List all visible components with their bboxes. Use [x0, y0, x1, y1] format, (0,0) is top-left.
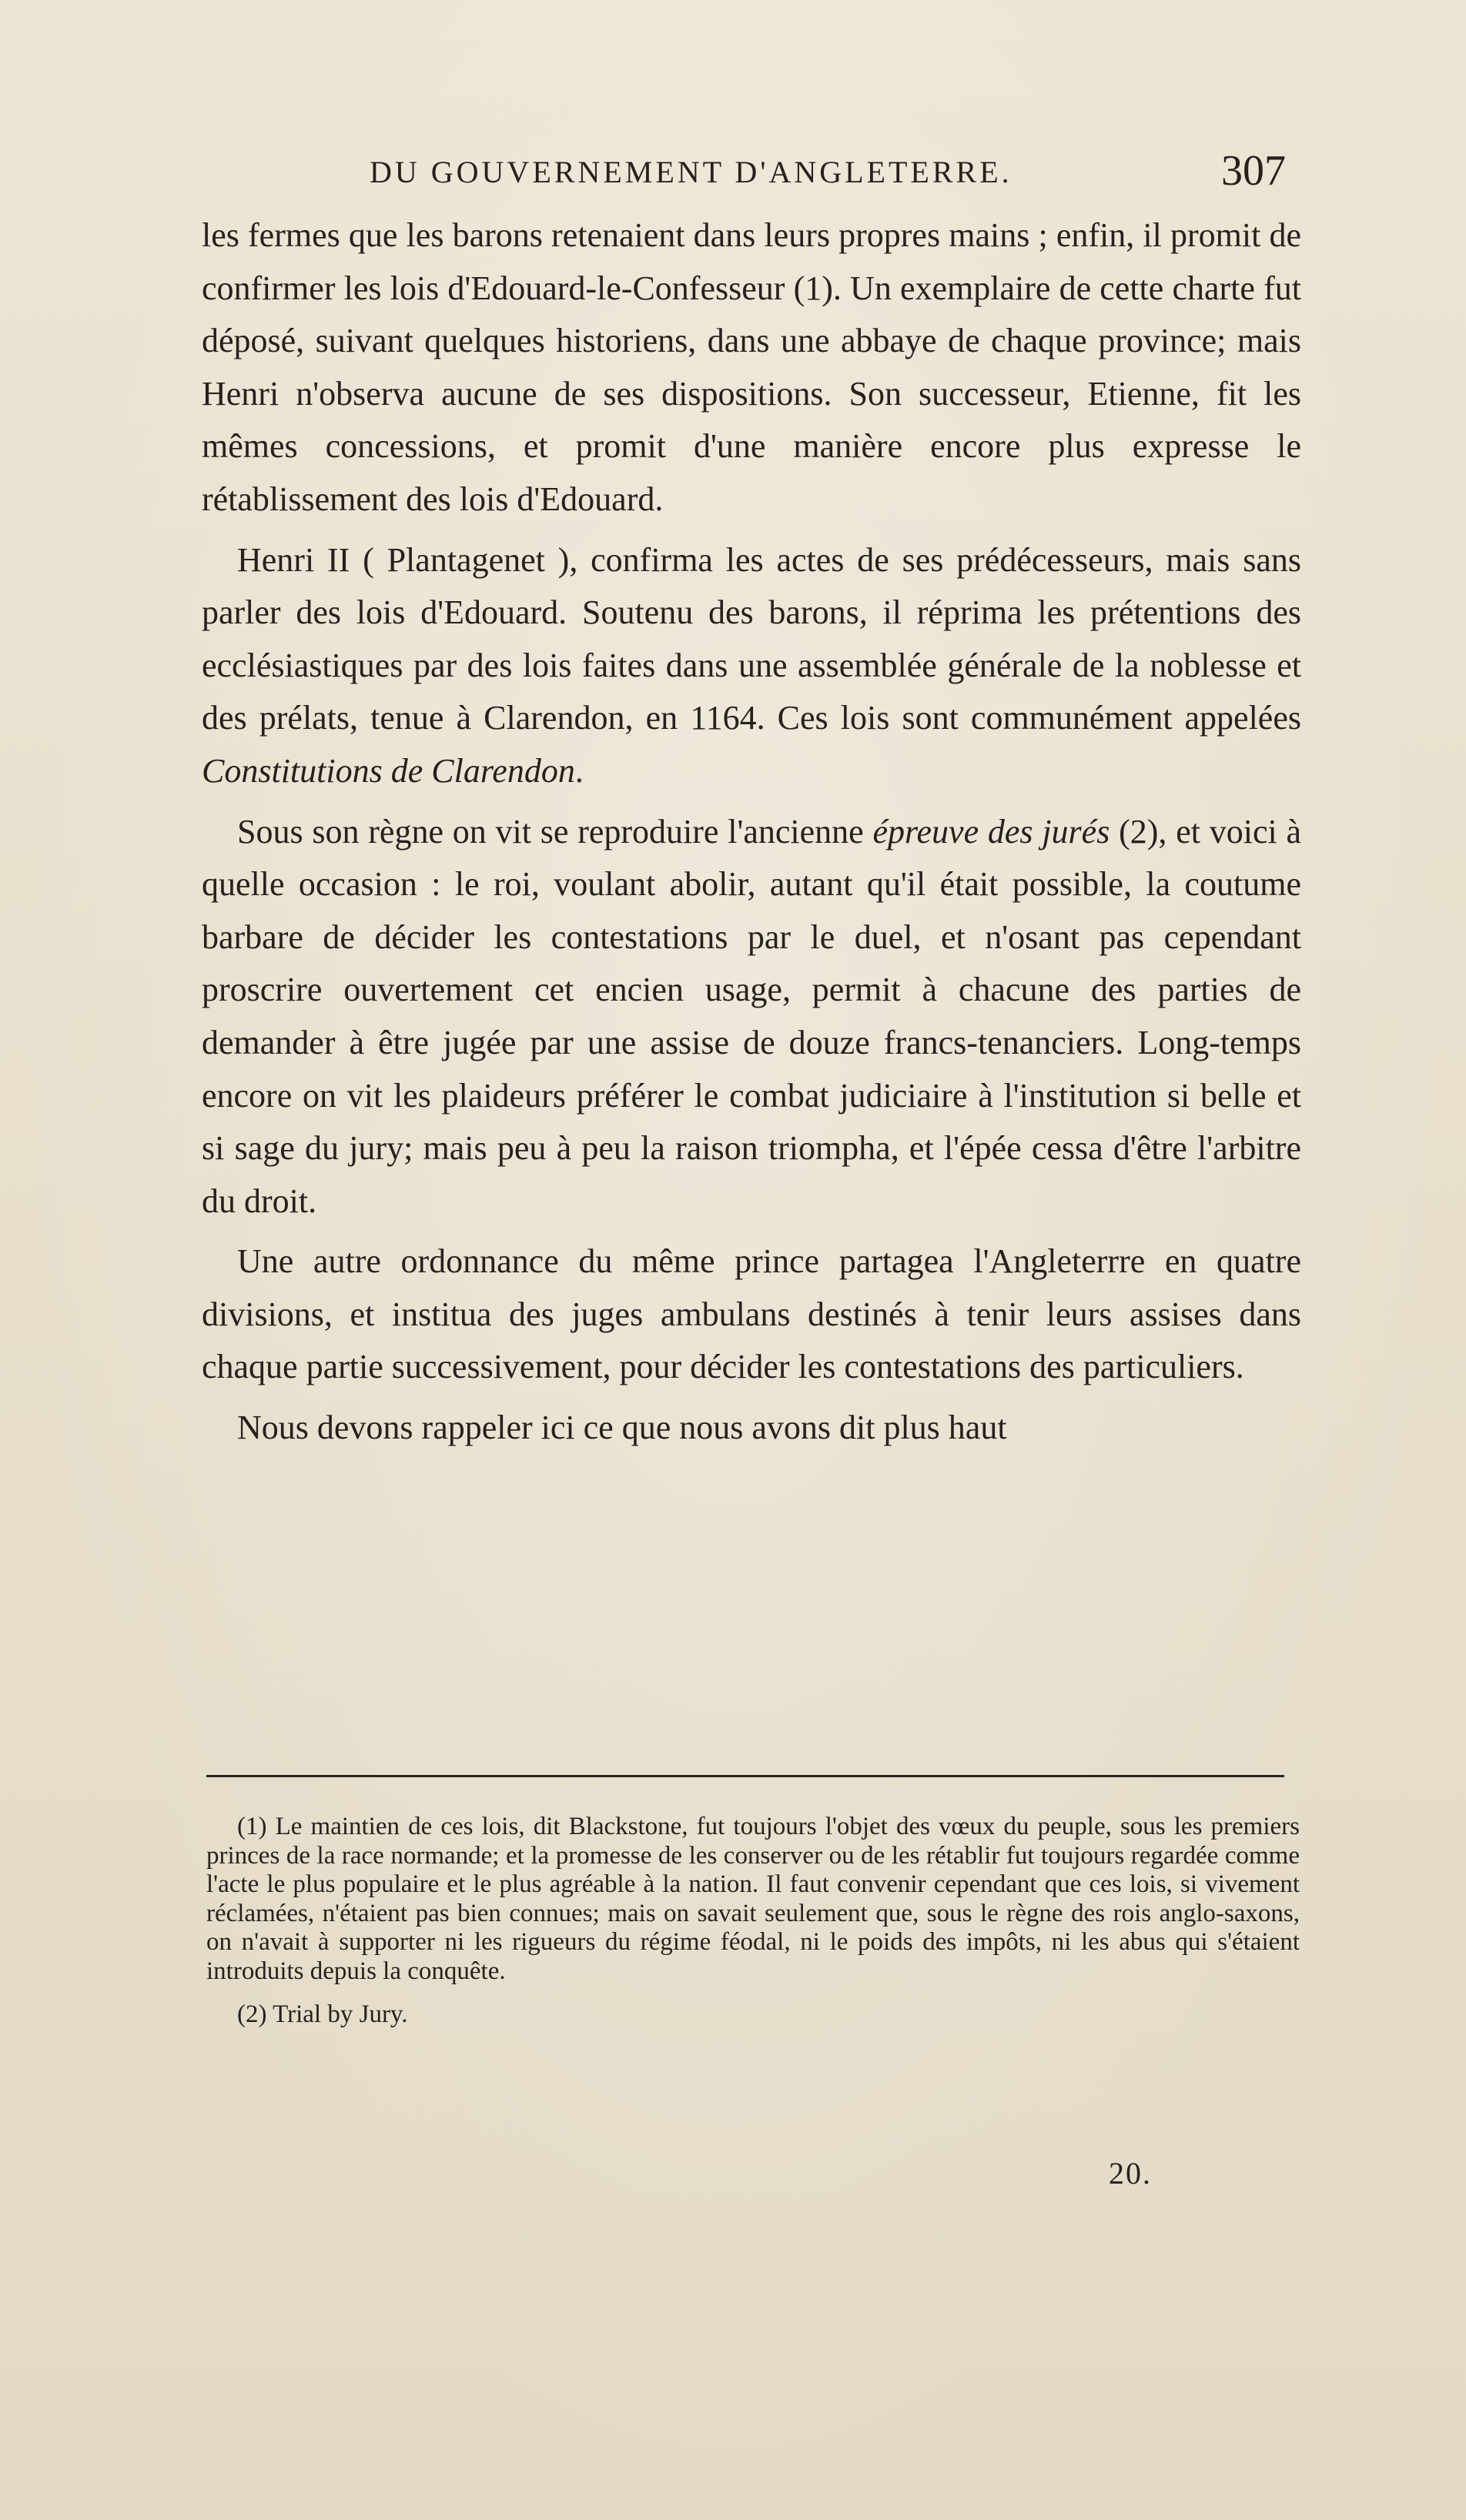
- running-title: DU GOUVERNEMENT D'ANGLETERRE.: [370, 155, 1012, 189]
- paragraph-2-text: Henri II ( Plantagenet ), confirma les actes de ses prédécesseurs, mais sans parler des lois d'Edouard. Soutenu des barons, il réprima les prétentions des ecclésiastiques par des lois faites dans une assemblée générale de la noblesse et des prélats, tenue à Clarendon, en 1164. Ces lois sont communément appelées: [202, 540, 1301, 737]
- footnotes: [206, 1813, 1300, 2029]
- paragraph-1: les fermes que les barons retenaient dans leurs propres mains ; enfin, il promit de confirmer les lois d'Edouard-le-Confesseur (1). Un exemplaire de cette charte fut déposé, suivant quelques historiens, dans une abbaye de chaque province; mais Henri n'observa aucune de ses dispositions. Son successeur, Etienne, fit les mêmes concessions, et promit d'une manière encore plus expresse le rétablissement des lois d'Edouard.: [202, 216, 1301, 518]
- running-head: [370, 146, 1294, 200]
- footnote-2: (2) Trial by Jury.: [237, 2000, 408, 2028]
- page-number: 307: [1221, 147, 1286, 195]
- paragraph-3-italic: épreuve des jurés: [872, 812, 1110, 851]
- paragraph-3-rest: (2), et voici à quelle occasion : le roi, voulant abolir, autant qu'il était possible, la coutume barbare de décider les contestations par le duel, et n'osant pas cependant proscrire ouvertement cet encien usage, permit à chacune des parties de demander à être jugée par une assise de douze francs-tenanciers. Long-temps encore on vit les plaideurs préférer le combat judiciaire à l'institution si belle et si sage du jury; mais peu à peu la raison triompha, et l'épée cessa d'être l'arbitre du droit.: [202, 812, 1302, 1220]
- paragraph-2-italic: Constitutions de Clarendon: [202, 751, 575, 790]
- paragraph-5: Nous devons rappeler ici ce que nous avons dit plus haut: [237, 1409, 1007, 1447]
- paragraph-2-end: .: [574, 751, 584, 790]
- footnote-1: (1) Le maintien de ces lois, dit Blackstone, fut toujours l'objet des vœux du peuple, sous les premiers princes de la race normande; et la promesse de les conserver ou de les rétablir fut toujours regardée comme l'acte le plus populaire et le plus agréable à la nation. Il faut convenir cependant que ces lois, si vivement réclamées, n'étaient pas bien connues; mais on savait seulement que, sous le règne des rois anglo-saxons, on n'avait à supporter ni les rigueurs du régime féodal, ni le poids des impôts, ni les abus qui s'étaient introduits depuis la conquête.: [206, 1813, 1300, 1985]
- signature-mark: 20.: [1109, 2156, 1152, 2191]
- paragraph-2: [202, 534, 1301, 798]
- paragraph-4: Une autre ordonnance du même prince partagea l'Angleterrre en quatre divisions, et institua des juges ambulans destinés à tenir leurs assises dans chaque partie successivement, pour décider les contestations des particuliers.: [202, 1242, 1301, 1386]
- paragraph-3: [202, 806, 1301, 1228]
- paragraph-3-start: Sous son règne on vit se reproduire l'ancienne: [237, 812, 873, 851]
- footnote-rule: [206, 1775, 1284, 1777]
- body-text: [202, 209, 1301, 1455]
